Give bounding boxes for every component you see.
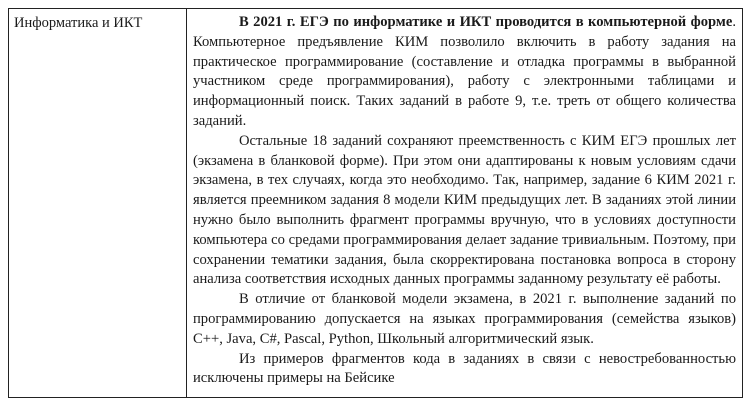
paragraph-2 xyxy=(193,132,736,290)
description-cell xyxy=(187,9,742,397)
paragraph-2-text: Остальные 18 заданий сохраняют преемственность с КИМ ЕГЭ прошлых лет (экзамена в бланковой форме). При этом они адаптированы к новым условиям сдачи экзамена, в тех случаях, когда это необходимо. Так, например, задание 6 КИМ 2021 г. является преемником задания 8 модели КИМ предыдущих лет. В заданиях этой линии нужно было выполнить фрагмент программы вручную, что в условиях доступности компьютера со средами программирования делает задание тривиальным. Поэтому, при сохранении тематики задания, была скорректирована постановка вопроса в сторону анализа соответствия исходных данных программы заданному результату её работы. xyxy=(193,132,736,288)
paragraph-1-bold-lead: В 2021 г. ЕГЭ по информатике и ИКТ проводится в компьютерной форме xyxy=(239,14,733,30)
paragraph-1-text: . Компьютерное предъявление КИМ позволило включить в работу задания на практическое программирование (составление и отладка программы в выбранной участником среде программирования), работу с электронными таблицами и информационный поиск. Таких заданий в работе 9, т.е. треть от общего количества заданий. xyxy=(193,14,736,129)
paragraph-3 xyxy=(193,290,736,349)
paragraph-3-text: В отличие от бланковой модели экзамена, в 2021 г. выполнение заданий по программированию допускается на языках программирования (семейства языков) C++, Java, C#, Pascal, Python, Школьный алгоритмический язык. xyxy=(193,291,736,347)
paragraph-4 xyxy=(193,350,736,390)
subject-label: Информатика и ИКТ xyxy=(14,15,143,31)
subject-cell xyxy=(9,9,187,397)
paragraph-1 xyxy=(193,13,736,132)
content-table xyxy=(8,8,743,398)
paragraph-4-text: Из примеров фрагментов кода в заданиях в связи с невостребованностью исключены примеры на Бейсике xyxy=(193,350,736,387)
